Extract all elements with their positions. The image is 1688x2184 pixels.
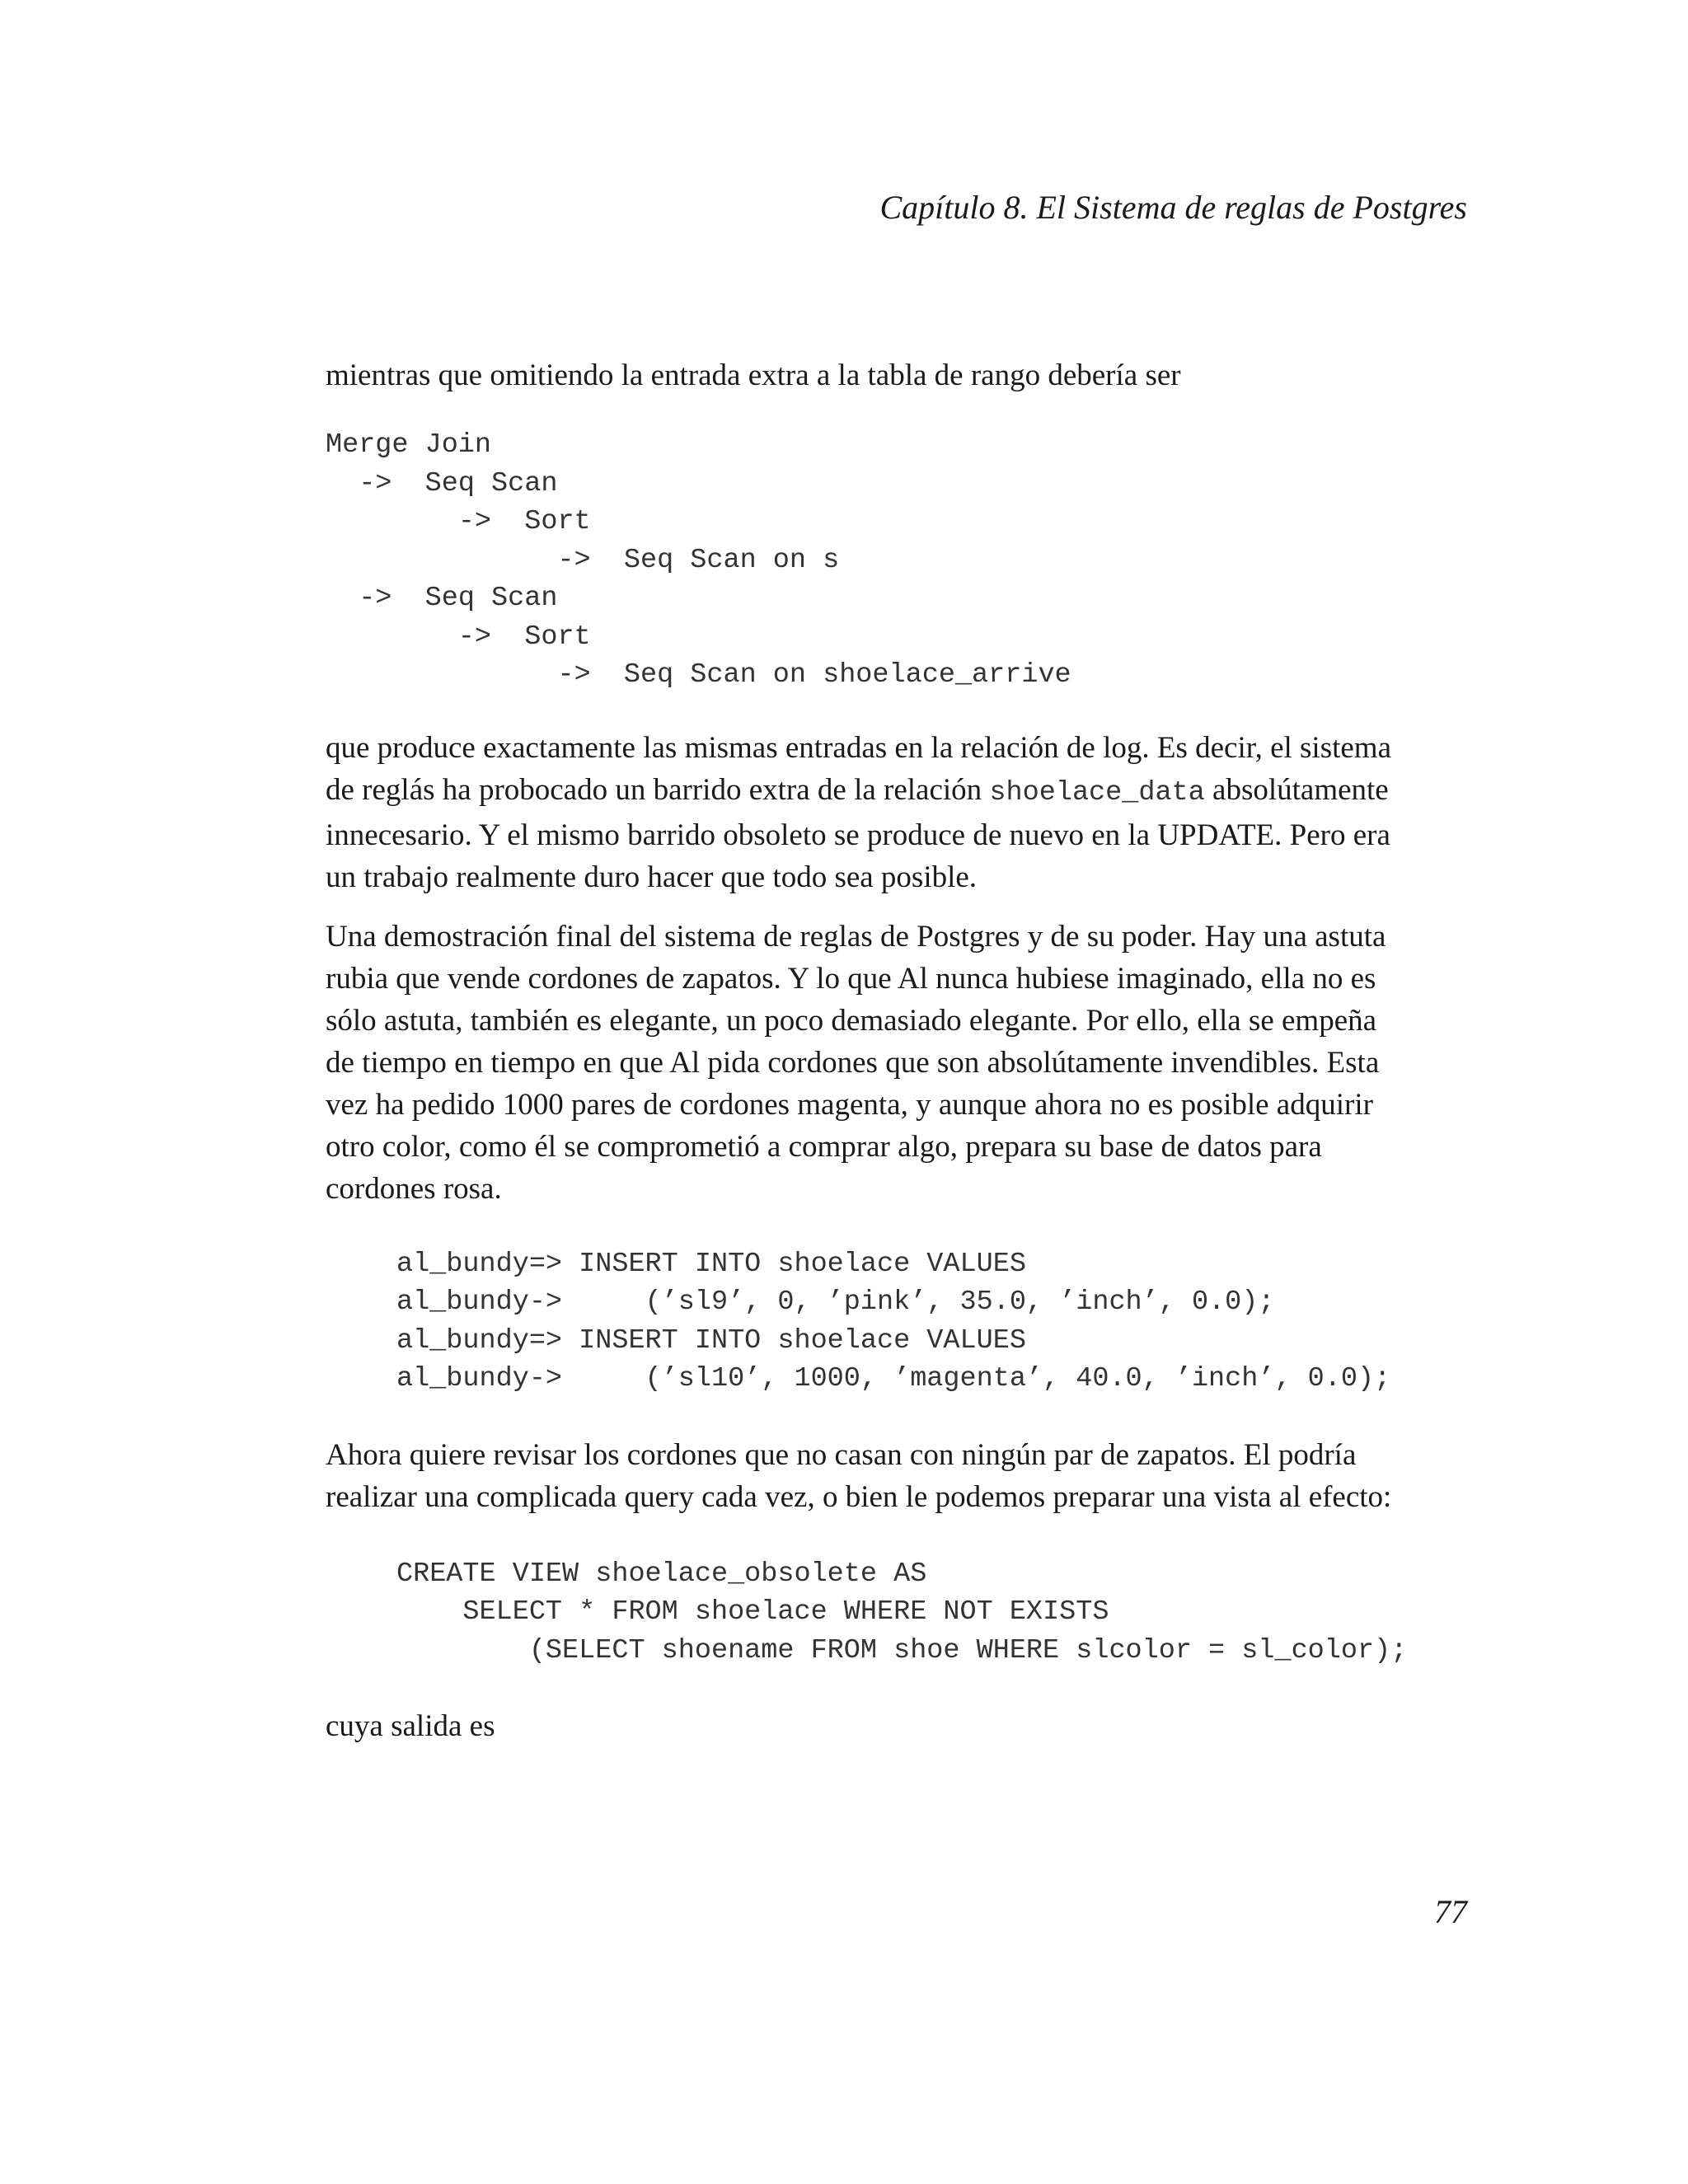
page-content [326, 354, 1471, 1747]
running-header: Capítulo 8. El Sistema de reglas de Postgres [879, 189, 1467, 226]
paragraph-text-before-code: que produce exactamente las mismas entradas en la relación de log. Es decir, el sistema de reglás ha probocado un barrido extra de la relación [326, 730, 1392, 807]
intro-paragraph: mientras que omitiendo la entrada extra a la tabla de rango debería ser [326, 359, 1181, 392]
query-plan-code-block: Merge Join -> Seq Scan -> Sort -> Seq Scan on s -> Seq Scan -> Sort -> Seq Scan on shoelace_arrive [326, 429, 1071, 691]
create-view-code-block: CREATE VIEW shoelace_obsolete AS SELECT * FROM shoelace WHERE NOT EXISTS (SELECT shoename FROM shoe WHERE slcolor = sl_color); [396, 1558, 1408, 1666]
inline-code-shoelace-data: shoelace_data [989, 776, 1205, 808]
insert-statements-code-block: al_bundy=> INSERT INTO shoelace VALUES al_bundy-> (’sl9’, 0, ’pink’, 35.0, ’inch’, 0.0); al_bundy=> INSERT INTO shoelace VALUES al_bundy-> (’sl10’, 1000, ’magenta’, 40.0, ’inch’, 0.0); [396, 1248, 1391, 1394]
body-paragraph-demonstration: Una demostración final del sistema de reglas de Postgres y de su poder. Hay una astuta rubia que vende cordones de zapatos. Y lo que Al nunca hubiese imaginado, ella no es sólo astuta, también es elegante, un poco demasiado elegante. Por ello, ella se empeña de tiempo en tiempo en que Al pida cordones que son absolútamente invendibles. Esta vez ha pedido 1000 pares de cordones magenta, y aunque ahora no es posible adquirir otro color, como él se comprometió a comprar algo, prepara su base de datos para cordones rosa. [326, 919, 1386, 1206]
page-number: 77 [1434, 1893, 1467, 1930]
paragraph-text-after-code: absolútamente innecesario. Y el mismo barrido obsoleto se produce de nuevo en la UPDATE. Pero era un trabajo realmente duro hacer que todo sea posible. [326, 772, 1390, 894]
body-paragraph-log-relation [326, 727, 1471, 898]
body-paragraph-view-intro: Ahora quiere revisar los cordones que no casan con ningún par de zapatos. El podría realizar una complicada query cada vez, o bien le podemos preparar una vista al efecto: [326, 1437, 1392, 1514]
body-paragraph-output: cuya salida es [326, 1709, 495, 1743]
